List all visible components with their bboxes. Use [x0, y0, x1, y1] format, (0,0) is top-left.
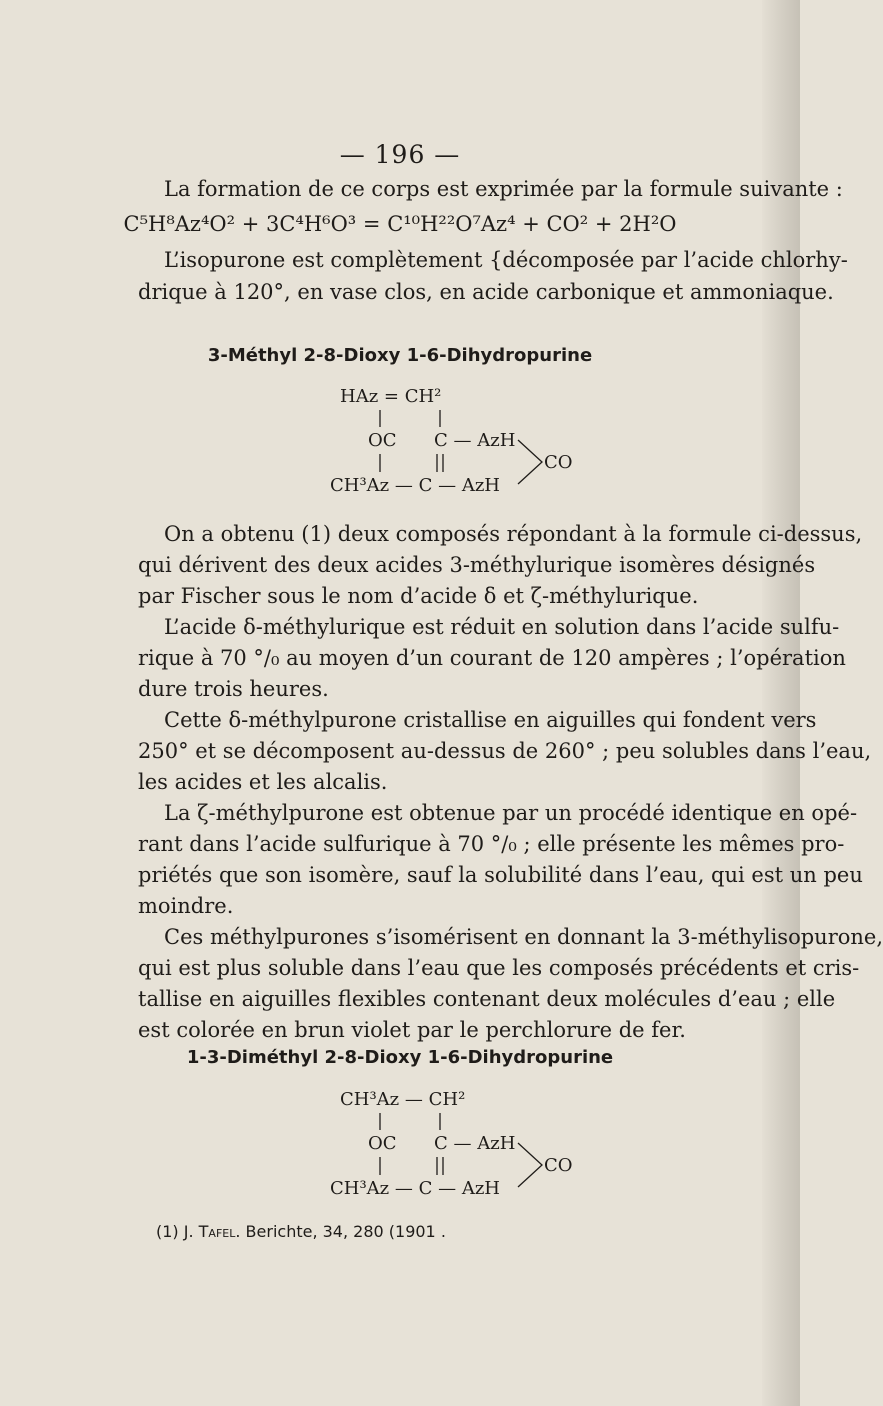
paragraph-line: La ζ-méthylpurone est obtenue par un procédé identique en opé-	[164, 801, 858, 825]
paragraph-line: drique à 120°, en vase clos, en acide carbonique et ammoniaque.	[138, 280, 834, 304]
paragraph-line: L’acide δ-méthylurique est réduit en solution dans l’acide sulfu-	[164, 615, 840, 639]
paragraph-line: 250° et se décomposent au-dessus de 260° ; peu solubles dans l’eau,	[138, 739, 872, 763]
equation-operator: +	[235, 212, 267, 236]
formula-c-azh: C — AzH	[434, 1133, 516, 1154]
paragraph-line: moindre.	[138, 894, 234, 918]
paragraph-line: par Fischer sous le nom d’acide δ et ζ-méthylurique.	[138, 584, 699, 608]
formula-c-azh: C — AzH	[434, 430, 516, 451]
equation-term: 2H²O	[619, 212, 677, 236]
footnote-reference: Berichte, 34, 280 (1901 .	[245, 1222, 446, 1241]
structural-formula	[330, 382, 590, 502]
paragraph-line: est colorée en brun violet par le perchlorure de fer.	[138, 1018, 686, 1042]
paragraph-line: On a obtenu (1) deux composés répondant à la formule ci-dessus,	[164, 522, 863, 546]
section-heading: 3-Méthyl 2-8-Dioxy 1-6-Dihydropurine	[207, 345, 593, 366]
footnote	[156, 1222, 446, 1241]
formula-top: HAz = CH²	[340, 386, 442, 407]
equation-operator: =	[356, 212, 388, 236]
paragraph-line: rant dans l’acide sulfurique à 70 °/₀ ; elle présente les mêmes pro-	[138, 832, 845, 856]
structural-formula	[330, 1085, 590, 1205]
formula-bottom: CH³Az — C — AzH	[330, 475, 501, 496]
page-number: — 196 —	[339, 140, 461, 169]
paragraph-line: les acides et les alcalis.	[138, 770, 388, 794]
equation-term: 3C⁴H⁶O³	[266, 212, 357, 236]
section-heading: 1-3-Diméthyl 2-8-Dioxy 1-6-Dihydropurine	[186, 1047, 614, 1068]
equation-term: C⁵H⁸Az⁴O²	[123, 212, 236, 236]
bracket-bond	[518, 1143, 542, 1187]
equation-term: CO²	[546, 212, 589, 236]
paragraph-line: rique à 70 °/₀ au moyen d’un courant de 120 ampères ; l’opération	[138, 646, 846, 670]
equation-operator: +	[588, 212, 620, 236]
formula-oc: OC	[368, 1133, 397, 1154]
bracket-bond	[518, 440, 542, 484]
equation-operator: +	[515, 212, 547, 236]
formula-oc: OC	[368, 430, 397, 451]
formula-co: CO	[544, 1155, 573, 1176]
paragraph-line: Cette δ-méthylpurone cristallise en aiguilles qui fondent vers	[164, 708, 817, 732]
formula-top: CH³Az — CH²	[340, 1089, 466, 1110]
paragraph-line: qui dérivent des deux acides 3-méthylurique isomères désignés	[138, 553, 816, 577]
formula-co: CO	[544, 452, 573, 473]
formula-bottom: CH³Az — C — AzH	[330, 1178, 501, 1199]
paragraph-line: Ces méthylpurones s’isomérisent en donnant la 3-méthylisopurone,	[164, 925, 883, 949]
paragraph-line: L’isopurone est complètement {décomposée par l’acide chlorhy-	[164, 248, 848, 272]
equation-term: C¹⁰H²²O⁷Az⁴	[387, 212, 516, 236]
paragraph-line: La formation de ce corps est exprimée par la formule suivante :	[164, 177, 843, 201]
paragraph-line: tallise en aiguilles flexibles contenant deux molécules d’eau ; elle	[138, 987, 836, 1011]
footnote-author: Tafel.	[198, 1222, 241, 1241]
paragraph-line: qui est plus soluble dans l’eau que les composés précédents et cris-	[138, 956, 860, 980]
paragraph-line: dure trois heures.	[138, 677, 329, 701]
footnote-mark: (1) J.	[156, 1222, 194, 1241]
chemical-equation	[0, 210, 800, 238]
paragraph-line: priétés que son isomère, sauf la solubilité dans l’eau, qui est un peu	[138, 863, 863, 887]
